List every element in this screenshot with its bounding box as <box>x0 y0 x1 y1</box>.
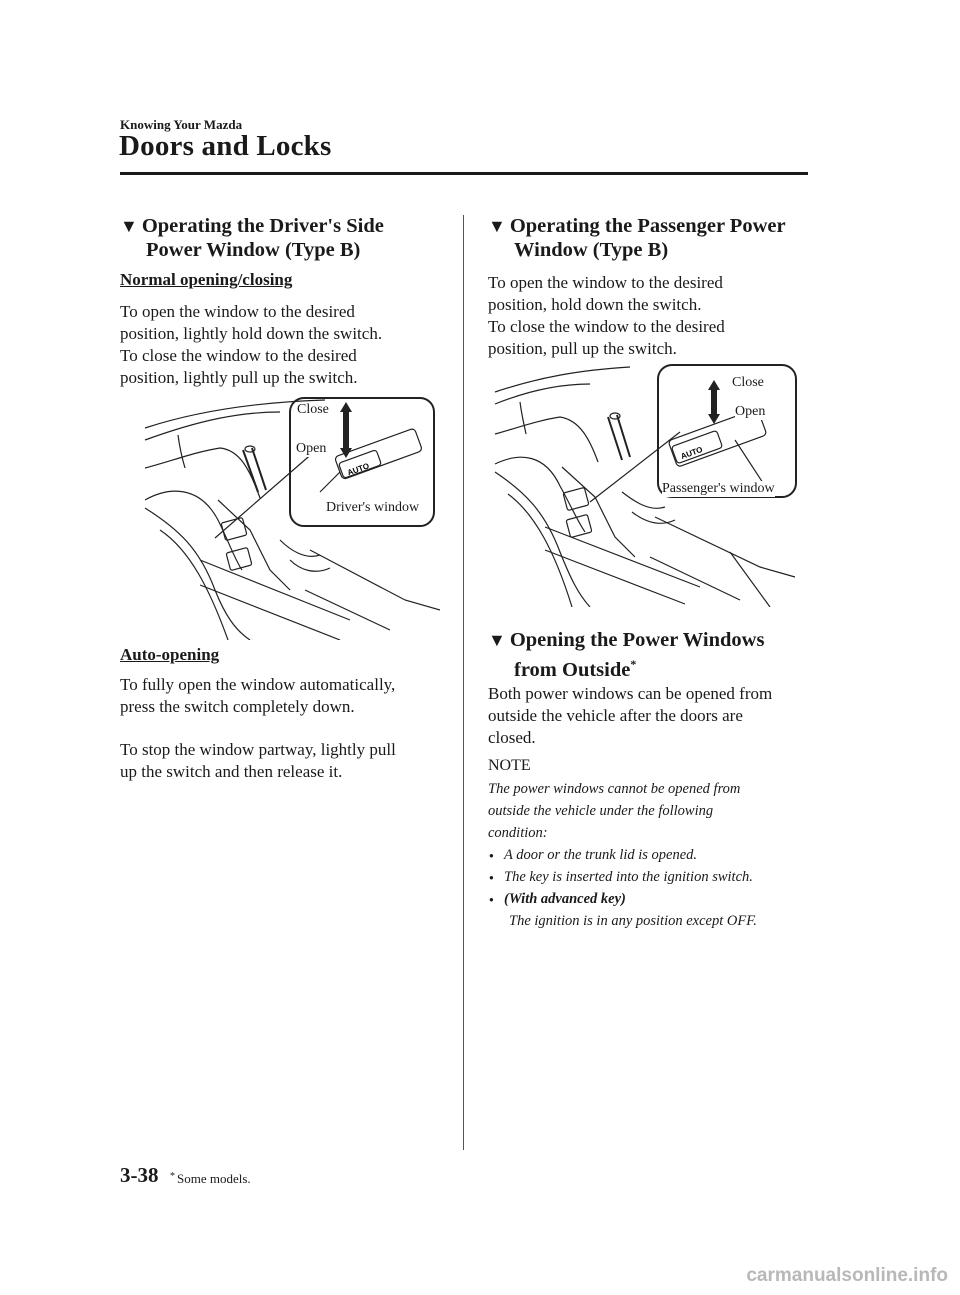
left-heading-line2: Power Window (Type B) <box>146 239 361 261</box>
text-line: Both power windows can be opened from <box>488 684 773 703</box>
left-paragraph-2 <box>120 674 450 718</box>
triangle-down-icon: ▼ <box>120 216 138 236</box>
page-number: 3-38 <box>120 1163 159 1187</box>
left-paragraph-3 <box>120 739 450 783</box>
note-title: NOTE <box>488 757 531 774</box>
header-rule <box>120 172 808 175</box>
right-label-window: Passenger's window <box>662 481 775 496</box>
right-label-close: Close <box>732 375 764 390</box>
right-paragraph-2 <box>488 683 808 749</box>
text-line: To stop the window partway, lightly pull <box>120 740 396 759</box>
text-line: To open the window to the desired <box>120 302 355 321</box>
text-line: To fully open the window automatically, <box>120 675 396 694</box>
left-heading <box>120 214 450 262</box>
right-heading-1 <box>488 214 808 262</box>
footnote-text: Some models. <box>177 1171 251 1186</box>
footnote-star-icon: * <box>630 657 637 671</box>
right-heading-2-line1: Opening the Power Windows <box>509 629 765 651</box>
left-label-window: Driver's window <box>326 500 420 515</box>
auto-label: AUTO <box>679 444 704 462</box>
page-title: Doors and Locks <box>119 130 332 162</box>
note-bullet: ● The key is inserted into the ignition switch. <box>488 866 818 888</box>
note-bullet: ● (With advanced key) <box>488 888 818 910</box>
text-line: To open the window to the desired <box>488 273 723 292</box>
right-heading-2-line2: from Outside <box>514 658 631 681</box>
text-line: position, pull up the switch. <box>488 339 677 358</box>
subheading-auto: Auto-opening <box>120 645 220 664</box>
note-line: condition: <box>488 825 548 841</box>
text-line: To close the window to the desired <box>488 317 725 336</box>
triangle-down-icon: ▼ <box>488 216 506 236</box>
subheading-normal: Normal opening/closing <box>120 270 293 289</box>
left-paragraph-1 <box>120 301 450 389</box>
right-heading-1-line2: Window (Type B) <box>514 239 669 261</box>
left-label-open: Open <box>296 441 327 456</box>
triangle-down-icon: ▼ <box>488 630 506 650</box>
text-line: up the switch and then release it. <box>120 762 343 781</box>
text-line: To close the window to the desired <box>120 346 357 365</box>
text-line: position, lightly pull up the switch. <box>120 368 358 387</box>
footnote-star-icon: * <box>170 1171 175 1182</box>
watermark: carmanualsonline.info <box>746 1265 948 1286</box>
column-divider <box>463 215 464 1150</box>
note-bullet: ● A door or the trunk lid is opened. <box>488 844 818 866</box>
text-line: press the switch completely down. <box>120 697 355 716</box>
text-line: closed. <box>488 728 536 747</box>
right-paragraph-1 <box>488 272 808 360</box>
auto-label: AUTO <box>346 461 371 478</box>
note-body <box>488 778 818 932</box>
text-line: position, lightly hold down the switch. <box>120 324 383 343</box>
left-heading-line1: Operating the Driver's Side <box>141 215 384 237</box>
text-line: position, hold down the switch. <box>488 295 702 314</box>
note-line: outside the vehicle under the following <box>488 803 714 819</box>
right-heading-1-line1: Operating the Passenger Power <box>509 215 786 237</box>
note-bullet-continuation: The ignition is in any position except OFF. <box>509 913 757 929</box>
note-line: The power windows cannot be opened from <box>488 781 741 797</box>
right-label-open: Open <box>735 404 766 419</box>
right-heading-2 <box>488 628 808 682</box>
left-label-close: Close <box>297 402 329 417</box>
text-line: outside the vehicle after the doors are <box>488 706 743 725</box>
footnote <box>170 1171 251 1187</box>
section-label: Knowing Your Mazda <box>120 117 243 132</box>
